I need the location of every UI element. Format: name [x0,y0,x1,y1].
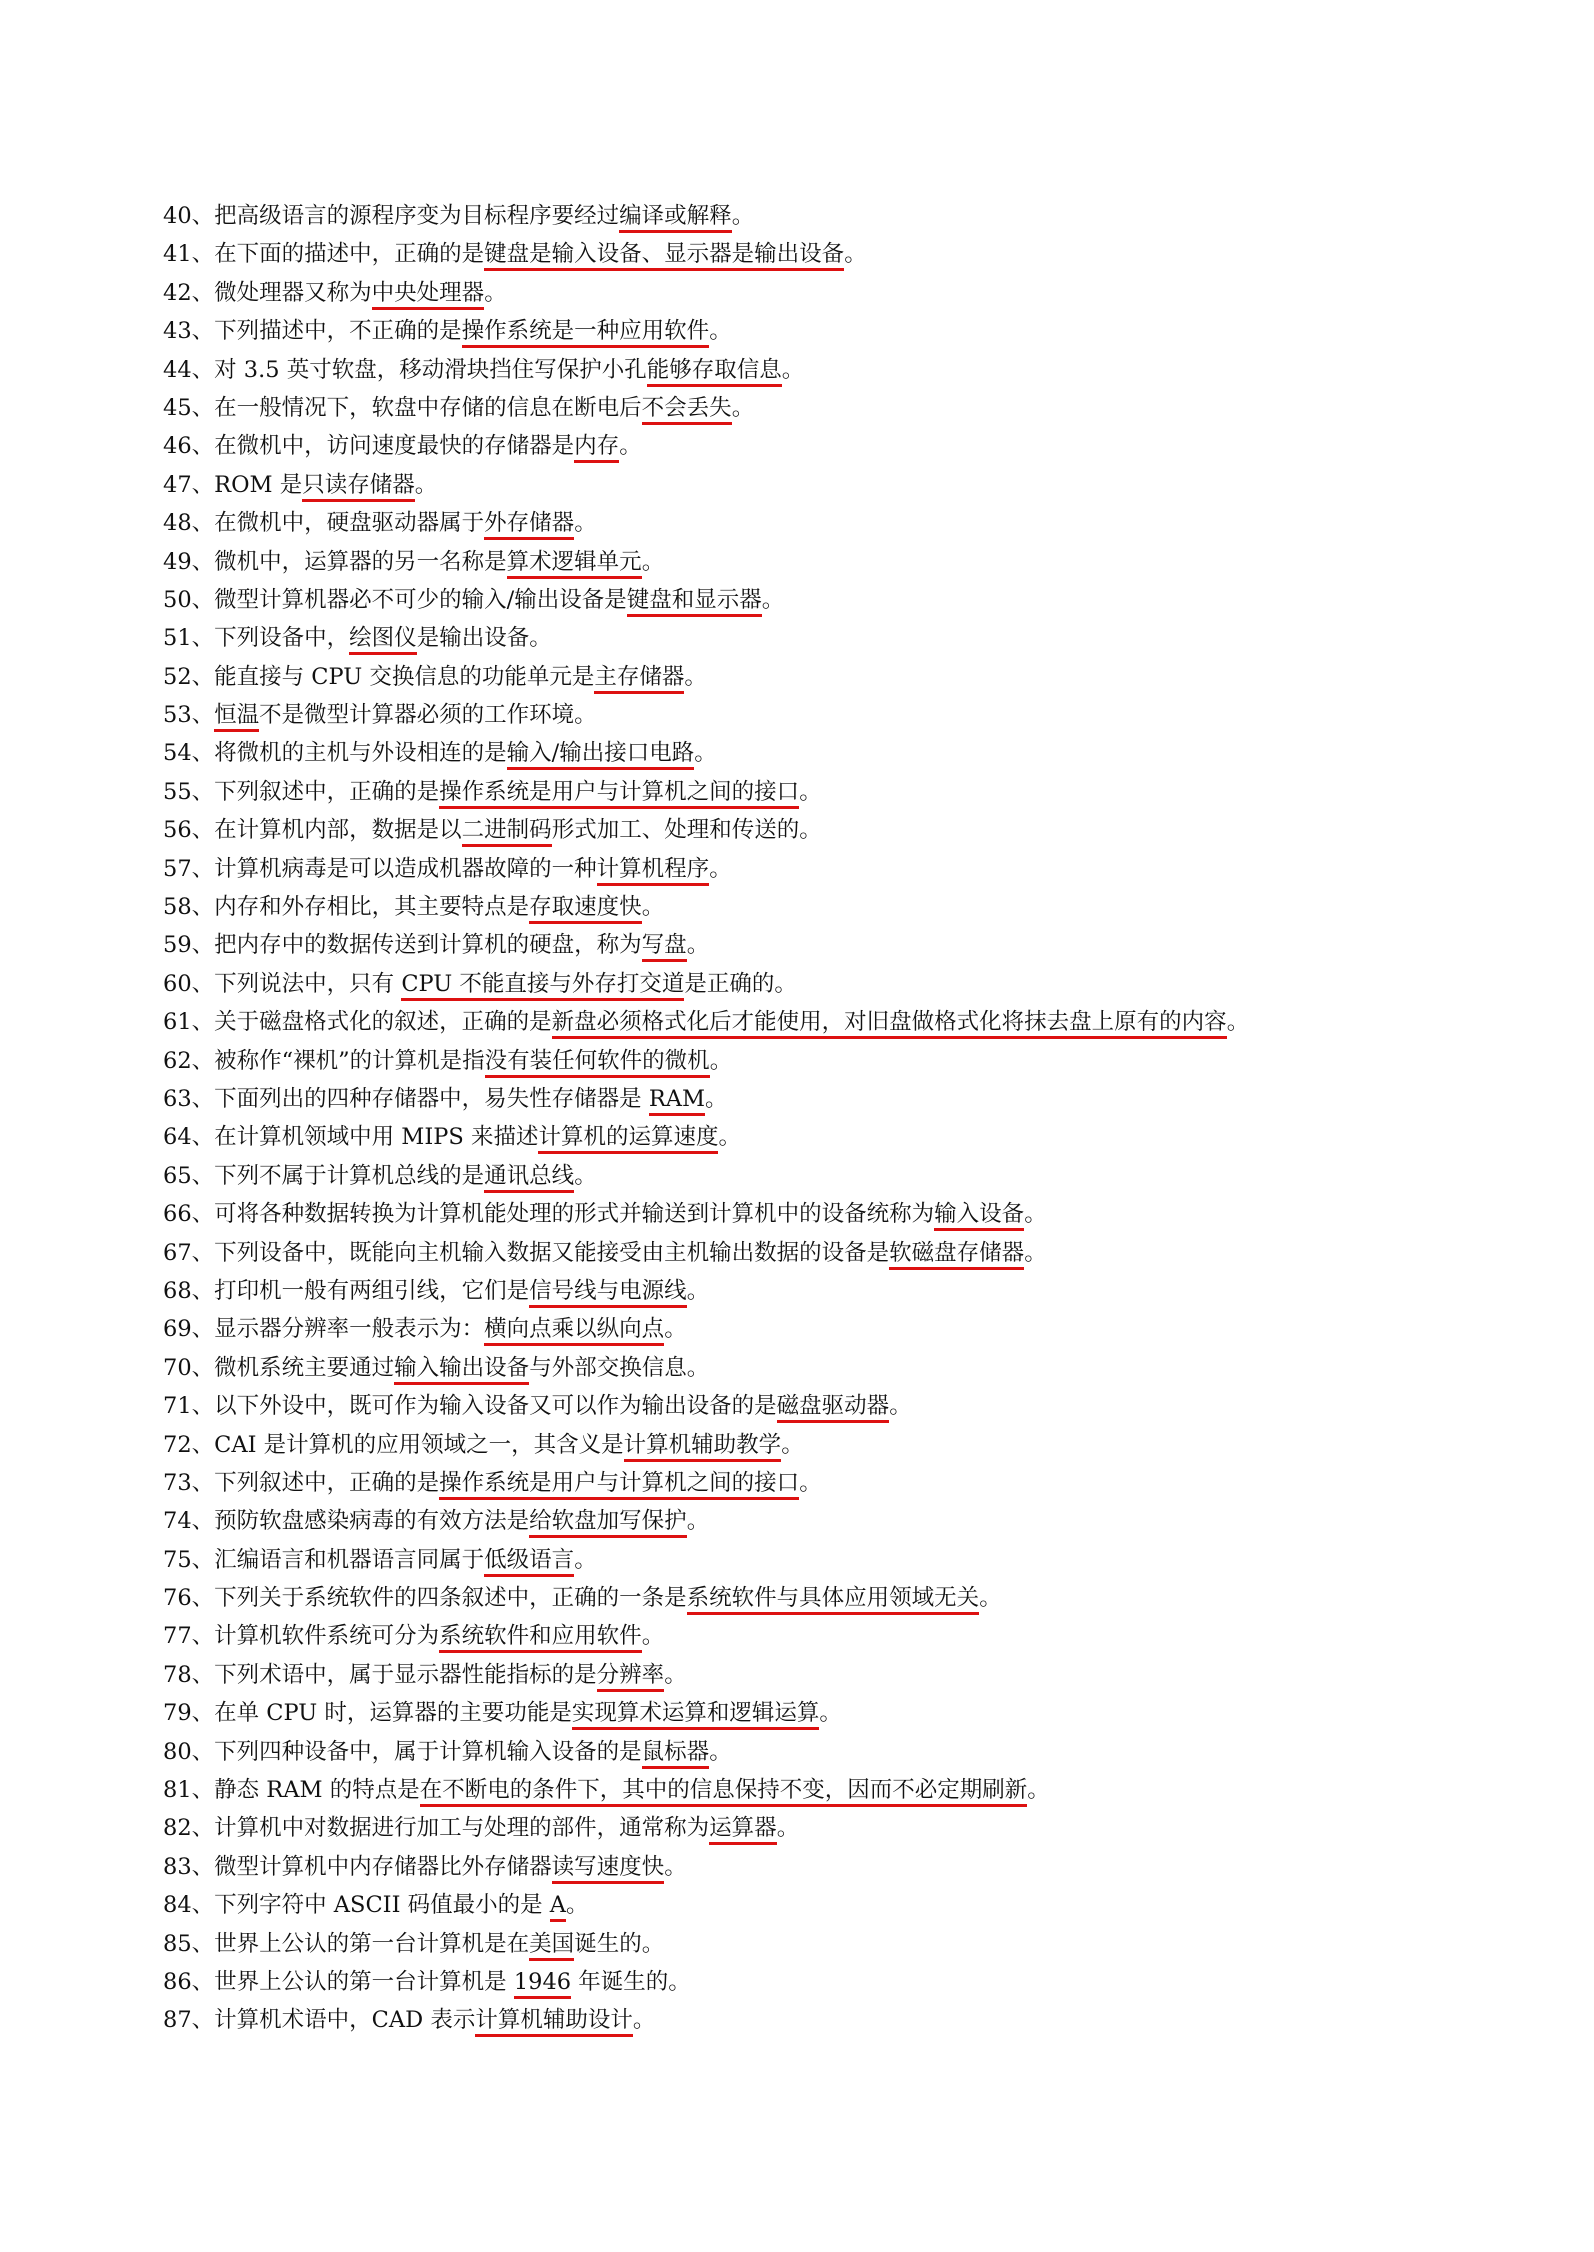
item-separator: 、 [191,1085,215,1112]
item-number: 76 [163,1585,192,1612]
item-number: 75 [163,1546,192,1573]
item-number: 68 [163,1277,192,1304]
list-item [163,1925,1463,1963]
item-separator: 、 [191,1738,215,1765]
item-text-after: 。 [641,1623,665,1650]
item-text-after: 。 [1027,1777,1050,1804]
list-item [163,1963,1463,2001]
item-separator: 、 [191,2007,215,2034]
item-separator: 、 [191,1277,215,1304]
item-separator: 、 [191,1431,215,1458]
list-item [163,696,1463,734]
item-separator: 、 [191,1661,215,1688]
item-text-after: 。 [709,318,732,345]
answer-underlined: 低级语言 [484,1547,574,1577]
item-separator: 、 [191,279,215,306]
item-text: ROM 是 [214,471,303,498]
item-number: 69 [163,1316,192,1343]
item-text: 下列叙述中，正确的是 [214,1469,440,1496]
answer-underlined: CPU 不能直接与外存打交道 [401,971,684,1001]
answer-underlined: A [550,1892,566,1922]
answer-underlined: 二进制码 [462,817,552,847]
item-separator: 、 [191,1201,215,1228]
item-text-after: 是正确的。 [684,970,797,997]
item-text-after: 。 [799,778,822,805]
answer-underlined: 鼠标器 [642,1739,710,1769]
answer-underlined: 计算机的运算速度 [538,1124,718,1154]
item-text-after: 。 [1226,1009,1250,1036]
list-item [163,1349,1463,1387]
answer-underlined: 信号线与电源线 [529,1278,687,1308]
answer-underlined: 计算机程序 [597,856,710,886]
item-number: 60 [163,970,192,997]
list-item [163,1118,1463,1156]
item-text: 下列不属于计算机总线的是 [214,1162,485,1189]
answer-underlined: 操作系统是一种应用软件 [462,318,710,348]
list-item [163,658,1463,696]
item-separator: 、 [191,740,215,767]
item-number: 52 [163,663,192,690]
item-text-after: 。 [641,548,665,575]
item-separator: 、 [191,894,215,921]
item-text-after: 是输出设备。 [416,625,552,652]
item-number: 81 [163,1777,192,1804]
item-text-after: 与外部交换信息。 [529,1354,710,1381]
answer-underlined: 新盘必须格式化后才能使用，对旧盘做格式化将抹去盘上原有的内容 [552,1009,1227,1039]
item-separator: 、 [191,1009,215,1036]
item-number: 84 [163,1892,192,1919]
item-text-after: 。 [632,2007,656,2034]
answer-underlined: 计算机辅助设计 [475,2007,633,2037]
list-item [163,389,1463,427]
item-number: 74 [163,1508,192,1535]
answer-underlined: 给软盘加写保护 [529,1508,687,1538]
item-number: 57 [163,855,192,882]
item-text: 世界上公认的第一台计算机是 [214,1968,514,1995]
item-text-after: 。 [781,1431,804,1458]
answer-underlined: 绘图仪 [349,625,417,655]
item-separator: 、 [191,1239,215,1266]
answer-underlined: 输入/输出接口电路 [507,740,695,770]
item-text-after: 。 [781,356,805,383]
item-number: 58 [163,894,192,921]
list-item [163,274,1463,312]
item-number: 56 [163,817,192,844]
item-number: 67 [163,1239,192,1266]
list-item [163,773,1463,811]
item-separator: 、 [191,1777,215,1804]
answer-underlined: 系统软件和应用软件 [439,1623,642,1653]
item-text-after: 。 [799,1469,822,1496]
answer-underlined: 1946 [514,1969,571,1999]
item-separator: 、 [191,1930,215,1957]
item-text-after: 。 [1024,1201,1047,1228]
item-text: 汇编语言和机器语言同属于 [214,1546,485,1573]
item-separator: 、 [191,1508,215,1535]
answer-underlined: 算术逻辑单元 [507,549,642,579]
item-separator: 、 [191,394,215,421]
item-number: 65 [163,1162,192,1189]
answer-underlined: 存取速度快 [529,894,642,924]
list-item [163,1733,1463,1771]
list-item [163,1387,1463,1425]
item-text: 计算机病毒是可以造成机器故障的一种 [214,855,597,882]
item-separator: 、 [191,548,215,575]
item-text-after: 。 [664,1316,687,1343]
item-separator: 、 [191,1968,215,1995]
answer-underlined: 写盘 [642,932,687,962]
answer-underlined: 通讯总线 [484,1163,574,1193]
item-text-after: 形式加工、处理和传送的。 [551,817,822,844]
list-item [163,312,1463,350]
item-number: 87 [163,2007,192,2034]
item-text: 静态 RAM 的特点是 [214,1777,420,1804]
item-number: 72 [163,1431,192,1458]
item-text: 下列设备中，既能向主机输入数据又能接受由主机输出数据的设备是 [214,1239,890,1266]
answer-underlined: 磁盘驱动器 [777,1393,890,1423]
item-number: 62 [163,1047,192,1074]
list-item [163,811,1463,849]
answer-underlined: 软磁盘存储器 [889,1240,1024,1270]
item-text: 把内存中的数据传送到计算机的硬盘，称为 [214,932,642,959]
answer-underlined: 横向点乘以纵向点 [484,1316,664,1346]
item-separator: 、 [191,702,215,729]
item-text: 在计算机内部，数据是以 [214,817,462,844]
list-item [163,619,1463,657]
item-number: 83 [163,1853,192,1880]
answer-underlined: 运算器 [709,1815,777,1845]
list-item [163,1502,1463,1540]
item-number: 42 [163,279,192,306]
item-number: 70 [163,1354,192,1381]
item-number: 41 [163,241,192,268]
list-item [163,850,1463,888]
list-item [163,734,1463,772]
item-number: 77 [163,1623,192,1650]
item-separator: 、 [191,1047,215,1074]
item-text: 在计算机领域中用 MIPS 来描述 [214,1124,539,1151]
item-text-after: 。 [664,1853,687,1880]
answer-underlined: 主存储器 [594,664,684,694]
item-separator: 、 [191,1469,215,1496]
list-item [163,926,1463,964]
list-item [163,1464,1463,1502]
item-text: 微型计算机中内存储器比外存储器 [214,1853,552,1880]
item-number: 44 [163,356,192,383]
item-text: 世界上公认的第一台计算机是在 [214,1930,530,1957]
item-text-after: 。 [844,241,867,268]
item-text: 微机中，运算器的另一名称是 [214,548,507,575]
item-number: 71 [163,1393,192,1420]
answer-underlined: 内存 [574,433,619,463]
list-item [163,235,1463,273]
list-item [163,504,1463,542]
list-item [163,351,1463,389]
list-item [163,581,1463,619]
item-text-after: 。 [709,1738,732,1765]
answer-underlined: 中央处理器 [372,280,485,310]
item-separator: 、 [191,1546,215,1573]
item-text: 计算机软件系统可分为 [214,1623,440,1650]
answer-underlined: 读写速度快 [552,1854,665,1884]
item-number: 54 [163,740,192,767]
item-text: 下列说法中，只有 [214,970,402,997]
answer-underlined: 不会丢失 [642,395,732,425]
item-text-after: 。 [566,1892,589,1919]
list-item [163,427,1463,465]
item-text-after: 。 [705,1085,728,1112]
answer-underlined: 键盘和显示器 [627,587,762,617]
item-text-after: 。 [731,394,755,421]
item-text: 下列四种设备中，属于计算机输入设备的是 [214,1738,642,1765]
answer-underlined: 能够存取信息 [647,357,782,387]
item-number: 53 [163,702,192,729]
question-list [163,197,1463,2040]
list-item [163,1272,1463,1310]
item-text: 将微机的主机与外设相连的是 [214,740,507,767]
item-number: 51 [163,625,192,652]
list-item [163,466,1463,504]
answer-underlined: RAM [649,1086,705,1116]
item-text-after: 。 [776,1815,800,1842]
item-number: 85 [163,1930,192,1957]
list-item [163,1080,1463,1118]
item-separator: 、 [191,471,215,498]
item-separator: 、 [191,586,215,613]
item-separator: 、 [191,1853,215,1880]
item-number: 40 [163,203,192,229]
list-item [163,1042,1463,1080]
item-number: 78 [163,1661,192,1688]
item-number: 79 [163,1700,192,1727]
item-text: 微处理器又称为 [214,279,372,306]
item-text-after: 。 [574,1162,597,1189]
item-text: 预防软盘感染病毒的有效方法是 [214,1508,530,1535]
answer-underlined: 恒温 [214,702,259,732]
item-text: 计算机术语中，CAD 表示 [214,2007,476,2034]
list-item [163,1771,1463,1809]
item-separator: 、 [191,817,215,844]
item-text: 下面列出的四种存储器中，易失性存储器是 [214,1085,649,1112]
item-text: 把高级语言的源程序变为目标程序要经过 [214,203,620,229]
item-number: 64 [163,1124,192,1151]
item-separator: 、 [191,970,215,997]
list-item [163,1195,1463,1233]
item-separator: 、 [191,855,215,882]
answer-underlined: 计算机辅助教学 [624,1432,782,1462]
item-number: 80 [163,1738,192,1765]
item-text: 以下外设中，既可作为输入设备又可以作为输出设备的是 [214,1393,777,1420]
item-text-after: 。 [619,433,642,460]
list-item [163,1579,1463,1617]
answer-underlined: 没有装任何软件的微机 [485,1048,710,1078]
item-text-after: 。 [686,1277,710,1304]
item-text-after: 。 [484,279,507,306]
item-text-after: 。 [414,471,438,498]
item-text-after: 。 [686,1508,710,1535]
answer-underlined: 分辨率 [597,1662,665,1692]
answer-underlined: 操作系统是用户与计算机之间的接口 [439,779,799,809]
item-number: 48 [163,510,192,537]
list-item [163,543,1463,581]
item-separator: 、 [191,510,215,537]
answer-underlined: 操作系统是用户与计算机之间的接口 [439,1470,799,1500]
list-item [163,1310,1463,1348]
answer-underlined: 外存储器 [484,510,574,540]
list-item [163,965,1463,1003]
item-number: 43 [163,318,192,345]
item-text-after: 。 [574,510,597,537]
answer-underlined: 只读存储器 [302,472,415,502]
item-separator: 、 [191,932,215,959]
item-text: 在微机中，硬盘驱动器属于 [214,510,485,537]
item-text: 计算机中对数据进行加工与处理的部件，通常称为 [214,1815,710,1842]
item-number: 63 [163,1085,192,1112]
answer-underlined: 在不断电的条件下，其中的信息保持不变，因而不必定期刷新 [420,1777,1028,1807]
item-separator: 、 [191,1815,215,1842]
item-text-after: 诞生的。 [574,1930,665,1957]
item-text-after: 。 [686,932,710,959]
item-text-after: 。 [718,1124,741,1151]
list-item [163,1694,1463,1732]
item-number: 47 [163,471,192,498]
item-text-after: 。 [889,1393,912,1420]
list-item [163,1003,1463,1041]
item-text-after: 。 [709,1047,733,1074]
item-text-after: 。 [761,586,785,613]
item-separator: 、 [191,625,215,652]
item-text-after: 。 [641,894,665,921]
item-text-after: 。 [684,663,707,690]
item-text-after: 。 [709,855,732,882]
list-item [163,1886,1463,1924]
item-text: 可将各种数据转换为计算机能处理的形式并输送到计算机中的设备统称为 [214,1201,935,1228]
item-text-after: 。 [694,740,717,767]
item-separator: 、 [191,1623,215,1650]
item-separator: 、 [191,241,215,268]
item-separator: 、 [191,1892,215,1919]
item-number: 86 [163,1968,192,1995]
item-separator: 、 [191,1316,215,1343]
item-separator: 、 [191,1393,215,1420]
list-item [163,888,1463,926]
item-number: 73 [163,1469,192,1496]
item-separator: 、 [191,203,215,229]
item-separator: 、 [191,356,215,383]
item-number: 49 [163,548,192,575]
item-text: 在下面的描述中，正确的是 [214,241,485,268]
item-text: 在一般情况下，软盘中存储的信息在断电后 [214,394,642,421]
list-item [163,1656,1463,1694]
item-number: 50 [163,586,192,613]
answer-underlined: 键盘是输入设备、显示器是输出设备 [484,241,844,271]
item-text-after: 不是微型计算器必须的工作环境。 [259,702,597,729]
item-text: 下列关于系统软件的四条叙述中，正确的一条是 [214,1585,687,1612]
item-separator: 、 [191,778,215,805]
item-text-after: 。 [979,1585,1002,1612]
item-number: 66 [163,1201,192,1228]
item-text: 下列术语中，属于显示器性能指标的是 [214,1661,597,1688]
answer-underlined: 输入设备 [934,1201,1024,1231]
item-separator: 、 [191,1585,215,1612]
list-item [163,1617,1463,1655]
item-text: 在单 CPU 时，运算器的主要功能是 [214,1700,572,1727]
item-separator: 、 [191,663,215,690]
item-text: 显示器分辨率一般表示为： [214,1316,485,1343]
item-number: 45 [163,394,192,421]
item-text: 对 3.5 英寸软盘，移动滑块挡住写保护小孔 [214,356,647,383]
item-number: 59 [163,932,192,959]
list-item [163,1541,1463,1579]
list-item [163,1848,1463,1886]
answer-underlined: 编译或解释 [619,203,732,233]
list-item [163,1809,1463,1847]
item-separator: 、 [191,433,215,460]
item-text: 关于磁盘格式化的叙述，正确的是 [214,1009,552,1036]
item-text-after: 。 [1024,1239,1047,1266]
list-item [163,2001,1463,2039]
item-text: 能直接与 CPU 交换信息的功能单元是 [214,663,595,690]
item-text: 下列描述中，不正确的是 [214,318,462,345]
item-text: 打印机一般有两组引线，它们是 [214,1277,530,1304]
list-item [163,1157,1463,1195]
item-number: 82 [163,1815,192,1842]
item-separator: 、 [191,1700,215,1727]
item-text: 微机系统主要通过 [214,1354,395,1381]
answer-underlined: 美国 [529,1931,574,1961]
item-number: 61 [163,1009,192,1036]
item-text-after: 年诞生的。 [571,1968,691,1995]
item-text-after: 。 [731,203,755,229]
list-item [163,197,1463,235]
item-text-after: 。 [664,1661,687,1688]
answer-underlined: 系统软件与具体应用领域无关 [687,1585,980,1615]
list-item [163,1234,1463,1272]
item-number: 55 [163,778,192,805]
item-text: 内存和外存相比，其主要特点是 [214,894,530,921]
item-separator: 、 [191,1124,215,1151]
list-item [163,1426,1463,1464]
item-text: 被称作“裸机”的计算机是指 [214,1047,485,1074]
item-number: 46 [163,433,192,460]
item-separator: 、 [191,1354,215,1381]
item-text: 下列设备中， [214,625,350,652]
item-separator: 、 [191,318,215,345]
item-text-after: 。 [574,1546,597,1573]
item-text: 下列字符中 ASCII 码值最小的是 [214,1892,550,1919]
item-text: 微型计算机器必不可少的输入/输出设备是 [214,586,627,613]
item-separator: 、 [191,1162,215,1189]
item-text-after: 。 [819,1700,842,1727]
item-text: 在微机中，访问速度最快的存储器是 [214,433,575,460]
answer-underlined: 实现算术运算和逻辑运算 [572,1700,820,1730]
item-text: 下列叙述中，正确的是 [214,778,440,805]
answer-underlined: 输入输出设备 [394,1355,529,1385]
item-text: CAI 是计算机的应用领域之一，其含义是 [214,1431,624,1458]
